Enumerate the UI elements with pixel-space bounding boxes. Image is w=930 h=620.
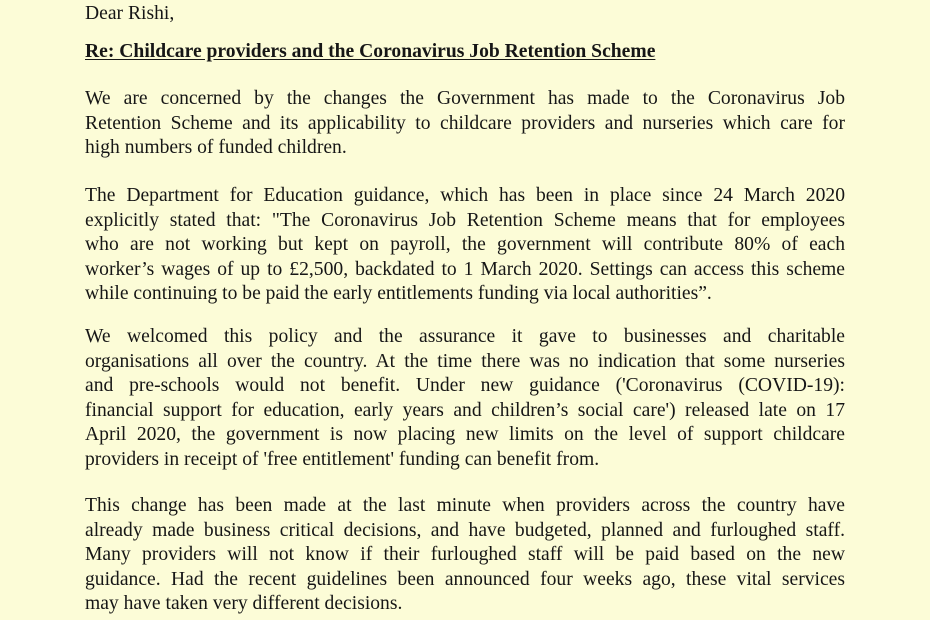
paragraph-line: who are not working but kept on payroll, the government will contribute 80% of each: [85, 234, 845, 255]
paragraph-line: worker’s wages of up to £2,500, backdated to 1 March 2020. Settings can access this scheme: [85, 258, 845, 280]
paragraph-line: This change has been made at the last minute when providers across the country have: [85, 495, 845, 516]
paragraph-line: guidance. Had the recent guidelines been announced four weeks ago, these vital services: [85, 568, 845, 590]
paragraph-line: explicitly stated that: "The Coronavirus Job Retention Scheme means that for employees: [85, 209, 845, 231]
paragraph-line: and pre-schools would not benefit. Under new guidance ('Coronavirus (COVID-19):: [85, 375, 845, 396]
paragraph-line: We are concerned by the changes the Government has made to the Coronavirus Job: [85, 88, 845, 109]
paragraph-1: [85, 87, 845, 161]
paragraph-3: [85, 325, 845, 472]
paragraph-line: providers in receipt of 'free entitlement' funding can benefit from.: [85, 448, 600, 470]
paragraph-line: may have taken very different decisions.: [85, 593, 403, 614]
paragraph-line: Many providers will not know if their furloughed staff will be paid based on the new: [85, 544, 845, 565]
paragraph-line: April 2020, the government is now placing new limits on the level of support childcare: [85, 424, 845, 445]
paragraph-line: organisations all over the country. At the time there was no indication that some nurseries: [85, 350, 845, 372]
paragraph-line: The Department for Education guidance, which has been in place since 24 March 2020: [85, 185, 845, 206]
salutation: Dear Rishi,: [85, 3, 175, 24]
paragraph-line: Retention Scheme and its applicability to childcare providers and nurseries which care for: [85, 112, 845, 134]
paragraph-line: already made business critical decisions, and have budgeted, planned and furloughed staff.: [85, 519, 845, 541]
paragraph-line: while continuing to be paid the early entitlements funding via local authorities”.: [85, 283, 712, 304]
paragraph-2: [85, 184, 845, 307]
paragraph-line: high numbers of funded children.: [85, 137, 347, 158]
subject-heading: Re: Childcare providers and the Coronavirus Job Retention Scheme: [85, 41, 656, 62]
paragraph-line: financial support for education, early years and children’s social care') released late on 17: [85, 399, 845, 421]
paragraph-line: We welcomed this policy and the assurance it gave to businesses and charitable: [85, 326, 845, 347]
paragraph-4: [85, 494, 845, 617]
